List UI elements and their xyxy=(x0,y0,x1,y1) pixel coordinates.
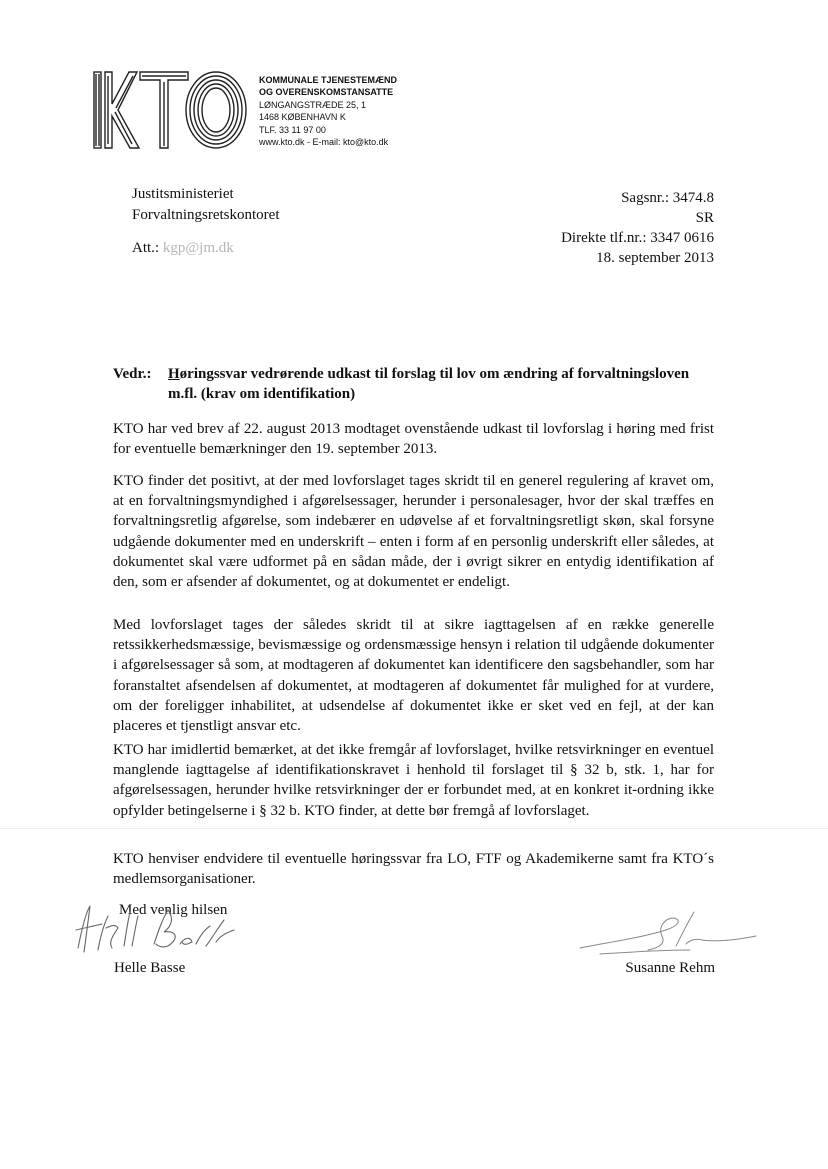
direct-phone: Direkte tlf.nr.: 3347 0616 xyxy=(561,230,714,246)
scan-artifact-line xyxy=(0,828,828,829)
org-name-line1: KOMMUNALE TJENESTEMÆND xyxy=(259,75,398,85)
closing-greeting: Med venlig hilsen xyxy=(119,902,228,918)
attention-line xyxy=(132,240,234,257)
letter-date: 18. september 2013 xyxy=(596,250,714,266)
subject-line xyxy=(113,364,713,404)
recipient-line2: Forvaltningsretskontoret xyxy=(132,206,280,223)
signature-helle-basse xyxy=(68,898,238,958)
case-meta-block xyxy=(561,188,714,268)
att-label: Att.: xyxy=(132,240,160,256)
org-name-line2: OG OVERENSKOMSTANSATTE xyxy=(259,87,394,98)
body-paragraph-3: Med lovforslaget tages der således skridt til at sikre iagttagelsen af en række generelle retssikkerhedsmæssige, bevismæssige og ordensmæssige hensyn i relation til udgående dokumenter i afgørelsessager så som, at modtageren af dokumentet kan identificere den sagsbehandler, som har foranstaltet afsendelsen af dokumentet, at modtageren af dokumentet får mulighed for at vurdere, om der foreligger inhabilitet, at udsendelse af dokumentet ikke er sket ved en fejl, at der kan placeres et tjenstligt ansvar etc. xyxy=(113,617,714,735)
subject-label: Vedr.: xyxy=(113,366,152,382)
att-email: kgp@jm.dk xyxy=(162,240,234,256)
body-paragraph-1: KTO har ved brev af 22. august 2013 modtaget ovenstående udkast til lovforslag i høring med frist for eventuelle bemærkninger den 19. september 2013. xyxy=(113,421,714,458)
signatory-left: Helle Basse xyxy=(114,960,186,976)
org-web-email: www.kto.dk - E-mail: kto@kto.dk xyxy=(259,137,389,148)
signature-susanne-rehm xyxy=(570,904,760,962)
org-phone: TLF. 33 11 97 00 xyxy=(259,124,326,135)
logo-text: KTO xyxy=(92,55,125,72)
subject-text: Høringssvar vedrørende udkast til forslag til lov om ændring af forvaltningsloven m.fl. (krav om identifikation) xyxy=(168,366,690,402)
case-number: Sagsnr.: 3474.8 xyxy=(621,190,714,206)
kto-logo xyxy=(92,55,250,154)
organization-info xyxy=(259,74,397,148)
initials: SR xyxy=(695,210,714,226)
body-paragraph-5: KTO henviser endvidere til eventuelle høringssvar fra LO, FTF og Akademikerne samt fra KTO´s medlemsorganisationer. xyxy=(113,851,714,888)
recipient-line1: Justitsministeriet xyxy=(132,186,234,202)
body-paragraph-4: KTO har imidlertid bemærket, at det ikke fremgår af lovforslaget, hvilke retsvirkninger en eventuel manglende iagttagelse af identifikationskravet i henhold til forslaget til § 32 b, stk. 1, har for afgørelsessagen, herunder hvilke retsvirkninger der er forbundet med, at en konkret it-ordning ikke opfylder betingelserne i § 32 b. KTO finder, at dette bør fremgå af lovforslaget. xyxy=(113,742,714,819)
recipient-block xyxy=(132,184,279,225)
body-paragraph-2: KTO finder det positivt, at der med lovforslaget tages skridt til en generel regulering af kravet om, at en forvaltningsmyndighed i afgørelsessager, herunder i personalesager, hvor der skal træffes en forvaltningsretlig afgørelse, som indebærer en udøvelse af et forvaltningsretligt skøn, skal forsyne udgående dokumenter med en underskrift – enten i form af en personlig underskrift eller således, at dokumentet skal være udformet på en sådan måde, der i øvrigt sikrer en entydig identifikation af den, som er afsender af dokumentet, og at dokumentet er endeligt. xyxy=(113,473,714,591)
org-address-line1: LØNGANGSTRÆDE 25, 1 xyxy=(259,99,367,110)
signatory-right: Susanne Rehm xyxy=(625,960,715,976)
org-address-line2: 1468 KØBENHAVN K xyxy=(259,112,346,123)
